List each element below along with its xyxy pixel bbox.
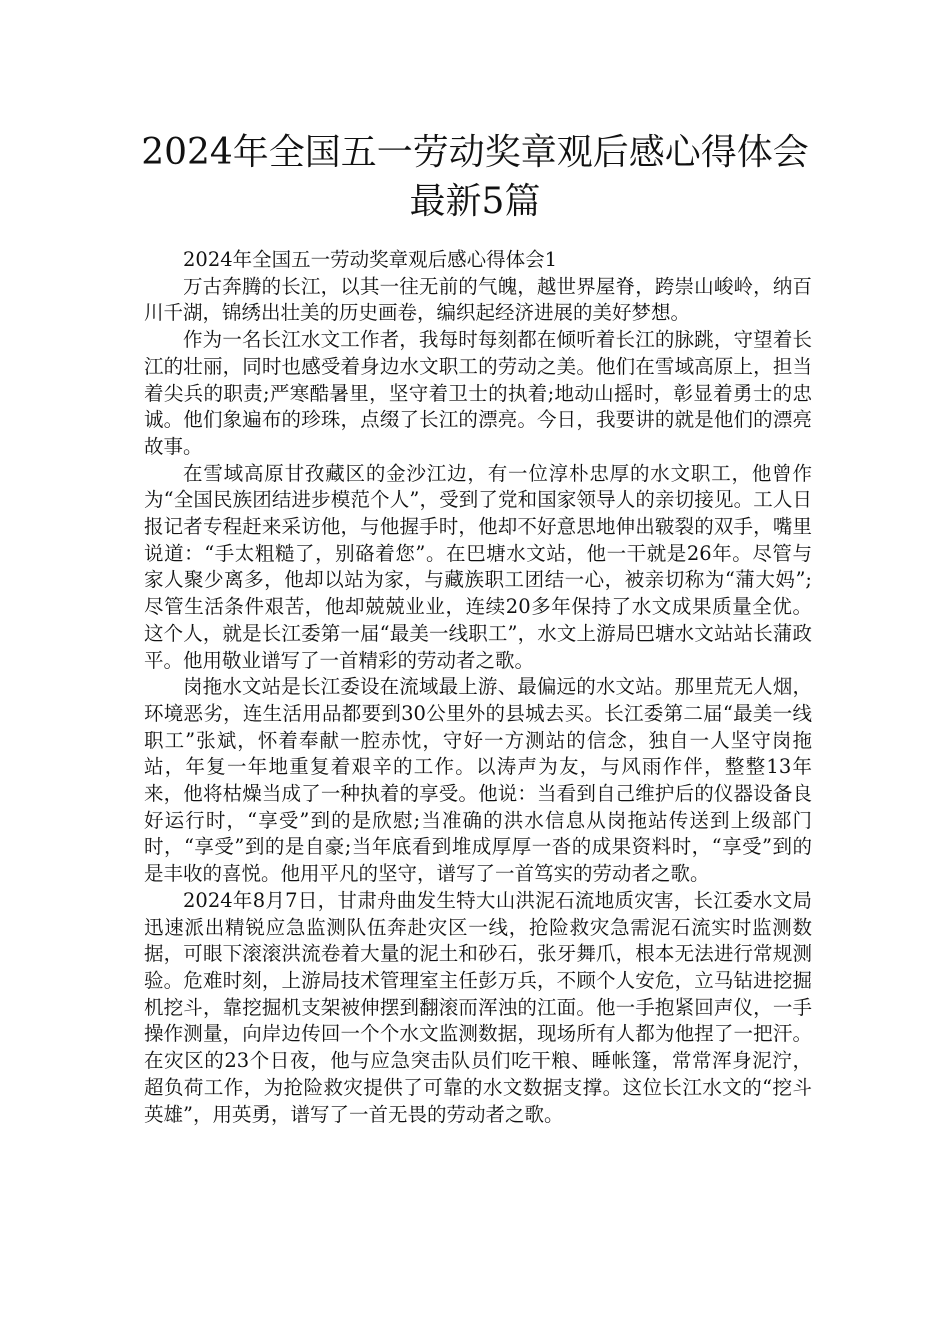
section-heading: 2024年全国五一劳动奖章观后感心得体会1 [183, 248, 558, 271]
document-body [144, 247, 812, 1128]
document-title-line-2: 最新5篇 [409, 181, 541, 222]
paragraph-1: 万古奔腾的长江，以其一往无前的气魄，越世界屋脊，跨崇山峻岭，纳百川千湖，锦绣出壮美的历史画卷，编织起经济进展的美好梦想。 [144, 274, 812, 325]
paragraph-5: 2024年8月7日，甘肃舟曲发生特大山洪泥石流地质灾害，长江委水文局迅速派出精锐应急监测队伍奔赴灾区一线，抢险救灾急需泥石流实时监测数据，可眼下滚滚洪流卷着大量的泥土和砂石，张牙舞爪，根本无法进行常规测验。危难时刻，上游局技术管理室主任彭万兵，不顾个人安危，立马钻进挖掘机挖斗，靠挖掘机支架被伸摆到翻滚而浑浊的江面。他一手抱紧回声仪，一手操作测量，向岸边传回一个个水文监测数据，现场所有人都为他捏了一把汗。在灾区的23个日夜，他与应急突击队员们吃干粮、睡帐篷，常常浑身泥泞，超负荷工作，为抢险救灾提供了可靠的水文数据支撑。这位长江水文的“挖斗英雄”，用英勇，谱写了一首无畏的劳动者之歌。 [144, 888, 812, 1126]
paragraph-4: 岗拖水文站是长江委设在流域最上游、最偏远的水文站。那里荒无人烟，环境恶劣，连生活用品都要到30公里外的县城去买。长江委第二届“最美一线职工”张斌，怀着奉献一腔赤忱，守好一方测站的信念，独自一人坚守岗拖站，年复一年地重复着艰辛的工作。以涛声为友，与风雨作伴，整整13年来，他将枯燥当成了一种执着的享受。他说：当看到自己维护后的仪器设备良好运行时，“享受”到的是欣慰;当准确的洪水信息从岗拖站传送到上级部门时，“享受”到的是自豪;当年底看到堆成厚厚一沓的成果资料时，“享受”到的是丰收的喜悦。他用平凡的坚守，谱写了一首笃实的劳动者之歌。 [144, 675, 812, 886]
paragraph-3: 在雪域高原甘孜藏区的金沙江边，有一位淳朴忠厚的水文职工，他曾作为“全国民族团结进步模范个人”，受到了党和国家领导人的亲切接见。工人日报记者专程赶来采访他，与他握手时，他却不好意思地伸出皲裂的双手，嘴里说道：“手太粗糙了，别硌着您”。在巴塘水文站，他一干就是26年。尽管与家人聚少离多，他却以站为家，与藏族职工团结一心，被亲切称为“蒲大妈”;尽管生活条件艰苦，他却兢兢业业，连续20多年保持了水文成果质量全优。这个人，就是长江委第一届“最美一线职工”，水文上游局巴塘水文站站长蒲政平。他用敬业谱写了一首精彩的劳动者之歌。 [144, 461, 812, 672]
paragraph-2: 作为一名长江水文工作者，我每时每刻都在倾听着长江的脉跳，守望着长江的壮丽，同时也感受着身边水文职工的劳动之美。他们在雪域高原上，担当着尖兵的职责;严寒酷暑里，坚守着卫士的执着;地动山摇时，彰显着勇士的忠诚。他们象遍布的珍珠，点缀了长江的漂亮。今日，我要讲的就是他们的漂亮故事。 [144, 328, 812, 458]
document-title-line-1: 2024年全国五一劳动奖章观后感心得体会 [141, 132, 809, 173]
